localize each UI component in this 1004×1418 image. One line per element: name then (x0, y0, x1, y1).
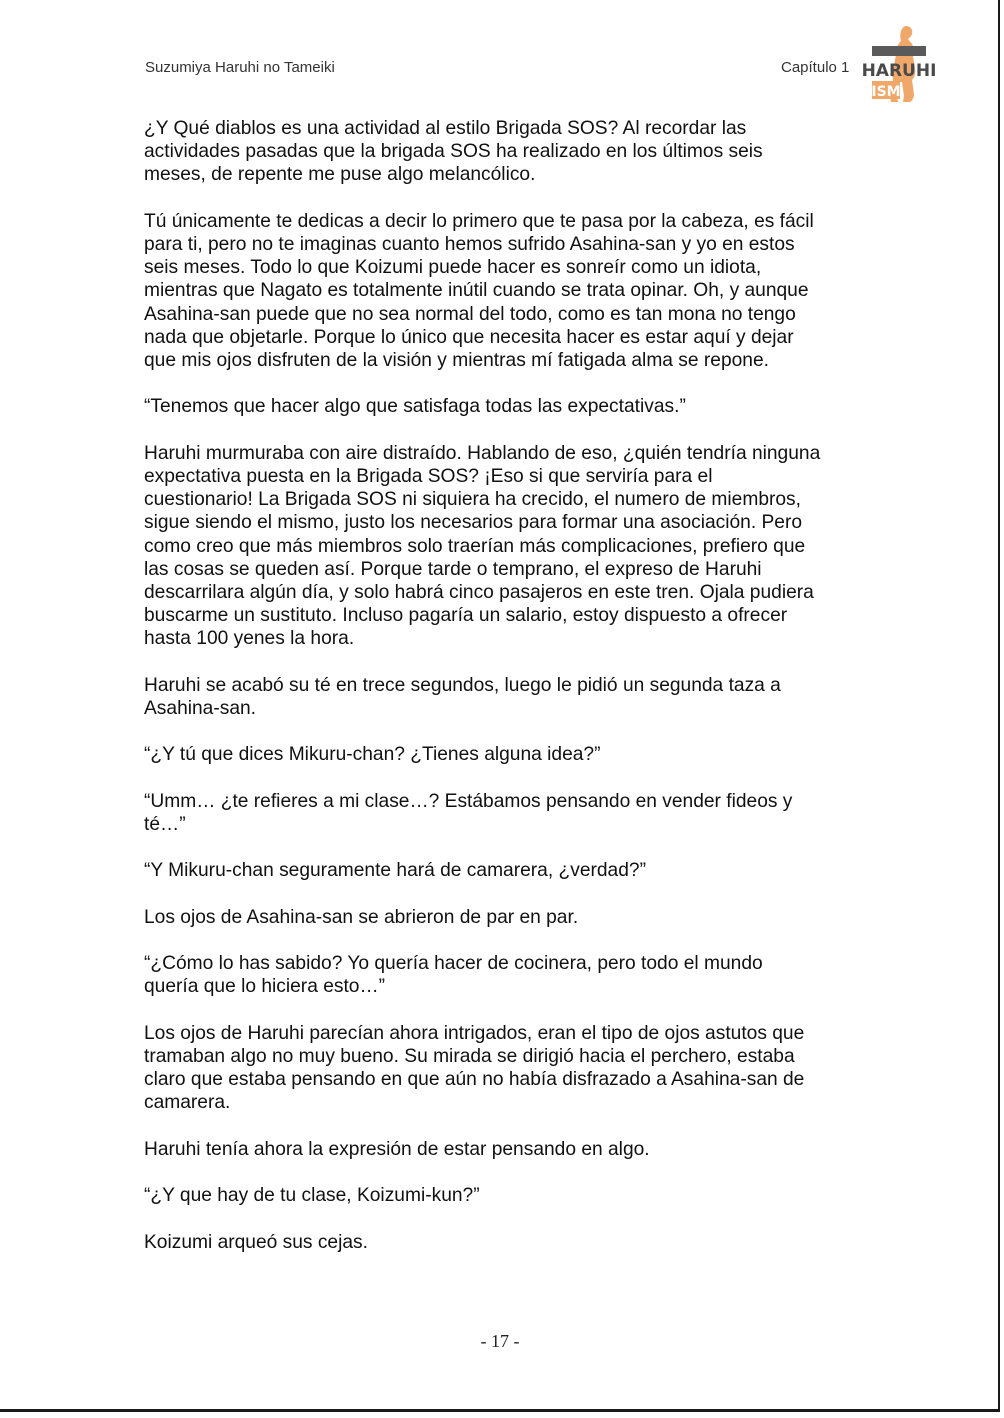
paragraph: Koizumi arqueó sus cejas. (144, 1231, 368, 1253)
paragraph: “Y Mikuru-chan seguramente hará de camarera, ¿verdad?” (144, 860, 646, 882)
paragraph: “Tenemos que hacer algo que satisfaga todas las expectativas.” (144, 396, 686, 418)
paragraph: Haruhi se acabó su té en trece segundos, luego le pidió un segunda taza a Asahina-san. (144, 674, 781, 720)
running-header-chapter: Capítulo 1 (781, 59, 850, 76)
body-text (144, 117, 864, 1277)
paragraph: “¿Y que hay de tu clase, Koizumi-kun?” (144, 1185, 480, 1207)
paragraph: Los ojos de Haruhi parecían ahora intrigados, eran el tipo de ojos astutos que tramaban algo no muy bueno. Su mirada se dirigió hacia el perchero, estaba claro que estaba pensando en que aún no había disfrazado a Asahina-san de camarera. (144, 1022, 805, 1114)
logo-text-top: HARUHI (861, 61, 937, 81)
logo-text-bottom: ISM (871, 84, 901, 100)
running-header-title: Suzumiya Haruhi no Tameiki (145, 59, 335, 76)
paragraph: “¿Y tú que dices Mikuru-chan? ¿Tienes alguna idea?” (144, 744, 601, 766)
haruhiism-logo (861, 24, 937, 104)
paragraph: ¿Y Qué diablos es una actividad al estilo Brigada SOS? Al recordar las actividades pasadas que la brigada SOS ha realizado en los últimos seis meses, de repente me puse algo melancólico. (144, 118, 763, 186)
paragraph: Los ojos de Asahina-san se abrieron de par en par. (144, 906, 579, 928)
paragraph: Haruhi tenía ahora la expresión de estar pensando en algo. (144, 1138, 650, 1160)
paragraph: “Umm… ¿te refieres a mi clase…? Estábamos pensando en vender fideos y té…” (144, 790, 793, 835)
paragraph: Haruhi murmuraba con aire distraído. Hablando de eso, ¿quién tendría ninguna expectativa puesta en la Brigada SOS? ¡Eso si que serviría para el cuestionario! La Brigada SOS ni siquiera ha crecido, el numero de miembros, sigue siendo el mismo, justo los necesarios para formar una asociación. Pero como creo que más miembros solo traerían más complicaciones, prefiero que las cosas se queden así. Porque tarde o temprano, el expreso de Haruhi descarrilara algún día, y solo habrá cinco pasajeros en este tren. Ojala pudiera buscarme un sustituto. Incluso pagaría un salario, estoy dispuesto a ofrecer hasta 100 yenes la hora. (144, 442, 821, 650)
paragraph: “¿Cómo lo has sabido? Yo quería hacer de cocinera, pero todo el mundo quería que lo hiciera esto…” (144, 953, 763, 998)
paragraph: Tú únicamente te dedicas a decir lo primero que te pasa por la cabeza, es fácil para ti, pero no te imaginas cuanto hemos sufrido Asahina-san y yo en estos seis meses. Todo lo que Koizumi puede hacer es sonreír como un idiota, mientras que Nagato es totalmente inútil cuando se trata opinar. Oh, y aunque Asahina-san puede que no sea normal del todo, como es tan mona no tengo nada que objetarle. Porque lo único que necesita hacer es estar aquí y dejar que mis ojos disfruten de la visión y mientras mí fatigada alma se repone. (144, 210, 814, 372)
page-number: - 17 - (480, 1331, 520, 1351)
